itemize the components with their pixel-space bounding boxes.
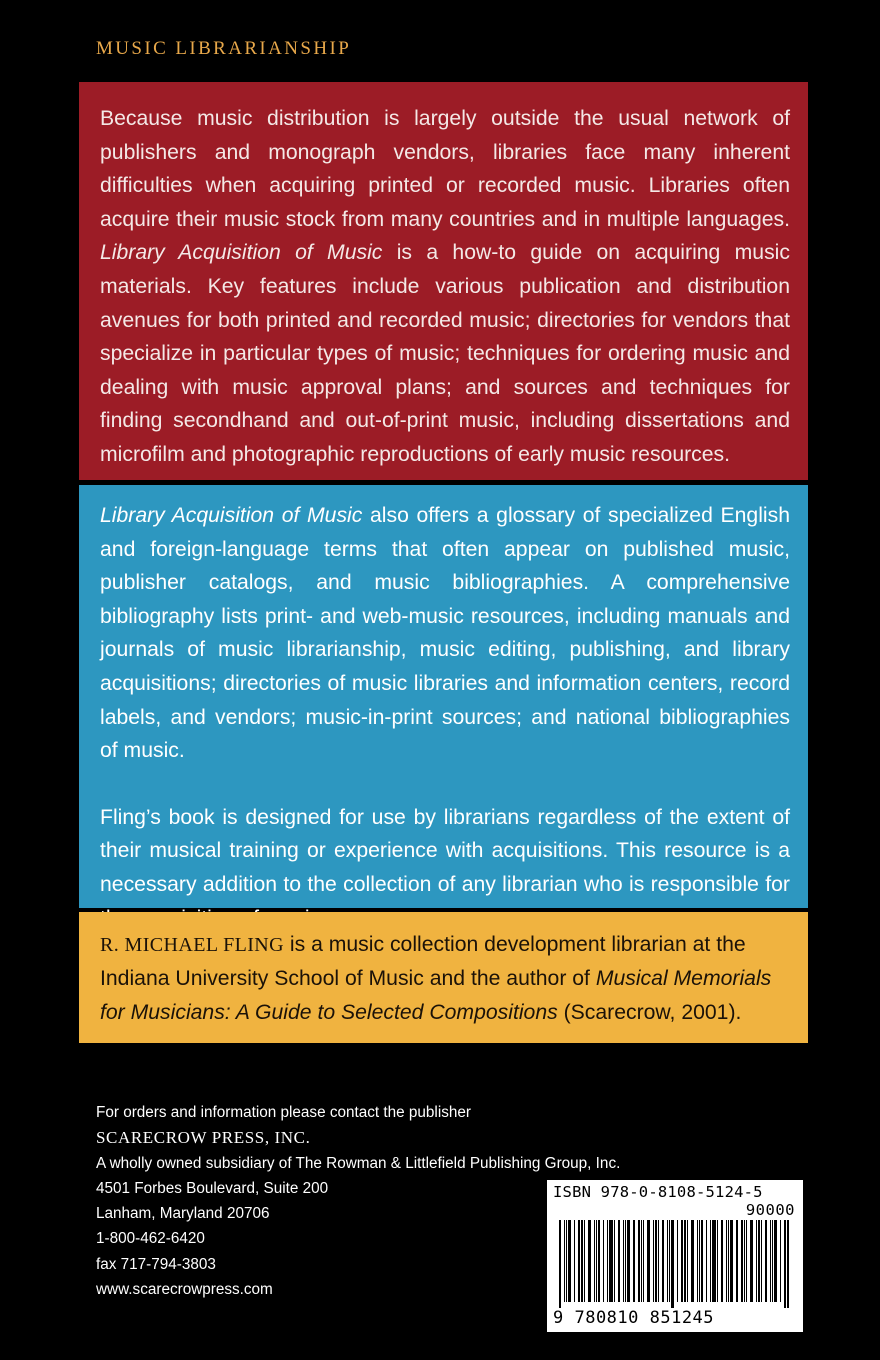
barcode-bar: [774, 1220, 777, 1302]
barcode-bar: [638, 1220, 640, 1302]
barcode-bar: [712, 1220, 716, 1302]
publisher-city: Lanham, Maryland 20706: [96, 1205, 270, 1223]
barcode-bar: [633, 1220, 635, 1302]
features-text: also offers a glossary of specialized English and foreign-language terms that often appear on published music, publisher catalogs, and music bibliographies. A comprehensive bibliography lists print- and web-music resources, including manuals and journals of music librarianship, music editing, publishing, and library acquisitions; directories of music libraries and information centers, record labels, and vendors; music-in-print sources; and national bibliographies of music.: [100, 504, 790, 763]
barcode-bar: [623, 1220, 624, 1302]
isbn-label: ISBN 978-0-8108-5124-5: [553, 1183, 763, 1201]
barcode-bar: [691, 1220, 694, 1302]
author-bio-text: is a music collection development librarian at the Indiana University School of Music and the author of: [100, 933, 746, 991]
barcode-bars: [557, 1220, 793, 1308]
barcode-bar: [677, 1220, 678, 1302]
barcode-bar: [684, 1220, 686, 1302]
barcode-bar: [730, 1220, 733, 1302]
barcode-bar: [697, 1220, 698, 1302]
price-code: 90000: [745, 1201, 795, 1219]
barcode-bar: [596, 1220, 597, 1302]
barcode-bar: [578, 1220, 580, 1302]
publisher-website: www.scarecrowpress.com: [96, 1281, 273, 1299]
barcode-bar: [662, 1220, 664, 1302]
description-text: Because music distribution is largely outside the usual network of publishers and monograph vendors, libraries face many inherent difficulties when acquiring printed or recorded music. Libraries often acquire their music stock from many countries and in multiple languages.: [100, 107, 790, 231]
publisher-intro: For orders and information please contact the publisher: [96, 1104, 471, 1121]
barcode-bar: [687, 1220, 688, 1302]
barcode-bar: [643, 1220, 644, 1302]
barcode-bar: [787, 1220, 789, 1308]
barcode-bar: [780, 1220, 781, 1302]
publisher-info: [96, 1100, 620, 1302]
author-bio-text: (Scarecrow, 2001).: [557, 1000, 742, 1024]
publisher-phone: 1-800-462-6420: [96, 1230, 205, 1248]
barcode-bar: [618, 1220, 620, 1302]
barcode-bar: [746, 1220, 747, 1302]
author-book-title: Musical Memorials for Musicians: A Guide to Selected Compositions: [100, 967, 772, 1024]
barcode-bar: [658, 1220, 659, 1302]
barcode-bar: [603, 1220, 604, 1302]
barcode-bar: [717, 1220, 718, 1302]
description-paragraph: [100, 102, 790, 472]
publisher-street: 4501 Forbes Boulevard, Suite 200: [96, 1179, 329, 1197]
barcode-bar: [647, 1220, 650, 1302]
series-title: MUSIC LIBRARIANSHIP: [96, 38, 352, 59]
barcode-digits: 9 780810 851245: [553, 1308, 715, 1328]
barcode-bar: [681, 1220, 683, 1302]
barcode-bar: [653, 1220, 654, 1302]
barcode-bar: [607, 1220, 608, 1302]
barcode-bar: [756, 1220, 757, 1302]
author-name: R. MICHAEL FLING: [100, 934, 284, 956]
barcode-bar: [627, 1220, 630, 1302]
barcode-bar: [710, 1220, 711, 1302]
publisher-parent: A wholly owned subsidiary of The Rowman & Littlefield Publishing Group, Inc.: [96, 1154, 621, 1172]
barcode-bar: [750, 1220, 753, 1302]
barcode-bar: [641, 1220, 642, 1302]
barcode-bar: [706, 1220, 707, 1302]
barcode-bar: [701, 1220, 703, 1302]
publisher-fax: fax 717-794-3803: [96, 1255, 216, 1273]
author-panel: [79, 912, 808, 1043]
barcode-bar: [744, 1220, 745, 1302]
barcode-bar: [669, 1220, 670, 1302]
audience-paragraph: Fling’s book is designed for use by librarians regardless of the extent of their musical training or experience with acquisitions. This resource is a necessary addition to the collection of any librarian who is responsible for: [100, 805, 790, 896]
barcode-bar: [598, 1220, 600, 1302]
barcode-bar: [741, 1220, 743, 1302]
barcode-bar: [721, 1220, 723, 1302]
barcode-bar: [765, 1220, 767, 1302]
barcode-bar: [655, 1220, 657, 1302]
barcode-bar: [559, 1220, 561, 1308]
barcode-bar: [568, 1220, 571, 1302]
isbn-barcode: [547, 1180, 803, 1332]
barcode-bar: [588, 1220, 591, 1302]
barcode-bar: [594, 1220, 595, 1302]
features-paragraph: [100, 499, 790, 768]
barcode-bar: [770, 1220, 771, 1302]
features-panel: [79, 485, 808, 908]
publisher-name: SCARECROW PRESS, INC.: [96, 1128, 311, 1148]
barcode-bar: [625, 1220, 626, 1302]
barcode-bar: [574, 1220, 575, 1302]
barcode-bar: [772, 1220, 773, 1302]
book-title: Library Acquisition of Music: [100, 241, 383, 265]
barcode-bar: [761, 1220, 762, 1302]
author-bio: [100, 928, 792, 1029]
barcode-bar: [667, 1220, 668, 1302]
barcode-bar: [699, 1220, 700, 1302]
book-title: Library Acquisition of Music: [100, 504, 363, 527]
barcode-bar: [581, 1220, 583, 1302]
barcode-bar: [726, 1220, 727, 1302]
barcode-bar: [758, 1220, 760, 1302]
barcode-bar: [614, 1220, 615, 1302]
barcode-bar: [784, 1220, 786, 1308]
description-text: is a how-to guide on acquiring music materials. Key features include various publication and distribution avenues for both printed and recorded music; directories for vendors that specialize in particular types of music; techniques for ordering music and dealing with music approval plans; and sources and techniques for finding secondhand and out-of-print music, including dissertations and microfilm and photographic reproductions of early music resources.: [100, 241, 790, 466]
barcode-bar: [671, 1220, 674, 1308]
barcode-bar: [728, 1220, 729, 1302]
barcode-bar: [736, 1220, 738, 1302]
barcode-bar: [609, 1220, 613, 1302]
description-panel: [79, 82, 808, 480]
barcode-bar: [584, 1220, 585, 1302]
barcode-bar: [564, 1220, 565, 1302]
barcode-bar: [566, 1220, 567, 1302]
